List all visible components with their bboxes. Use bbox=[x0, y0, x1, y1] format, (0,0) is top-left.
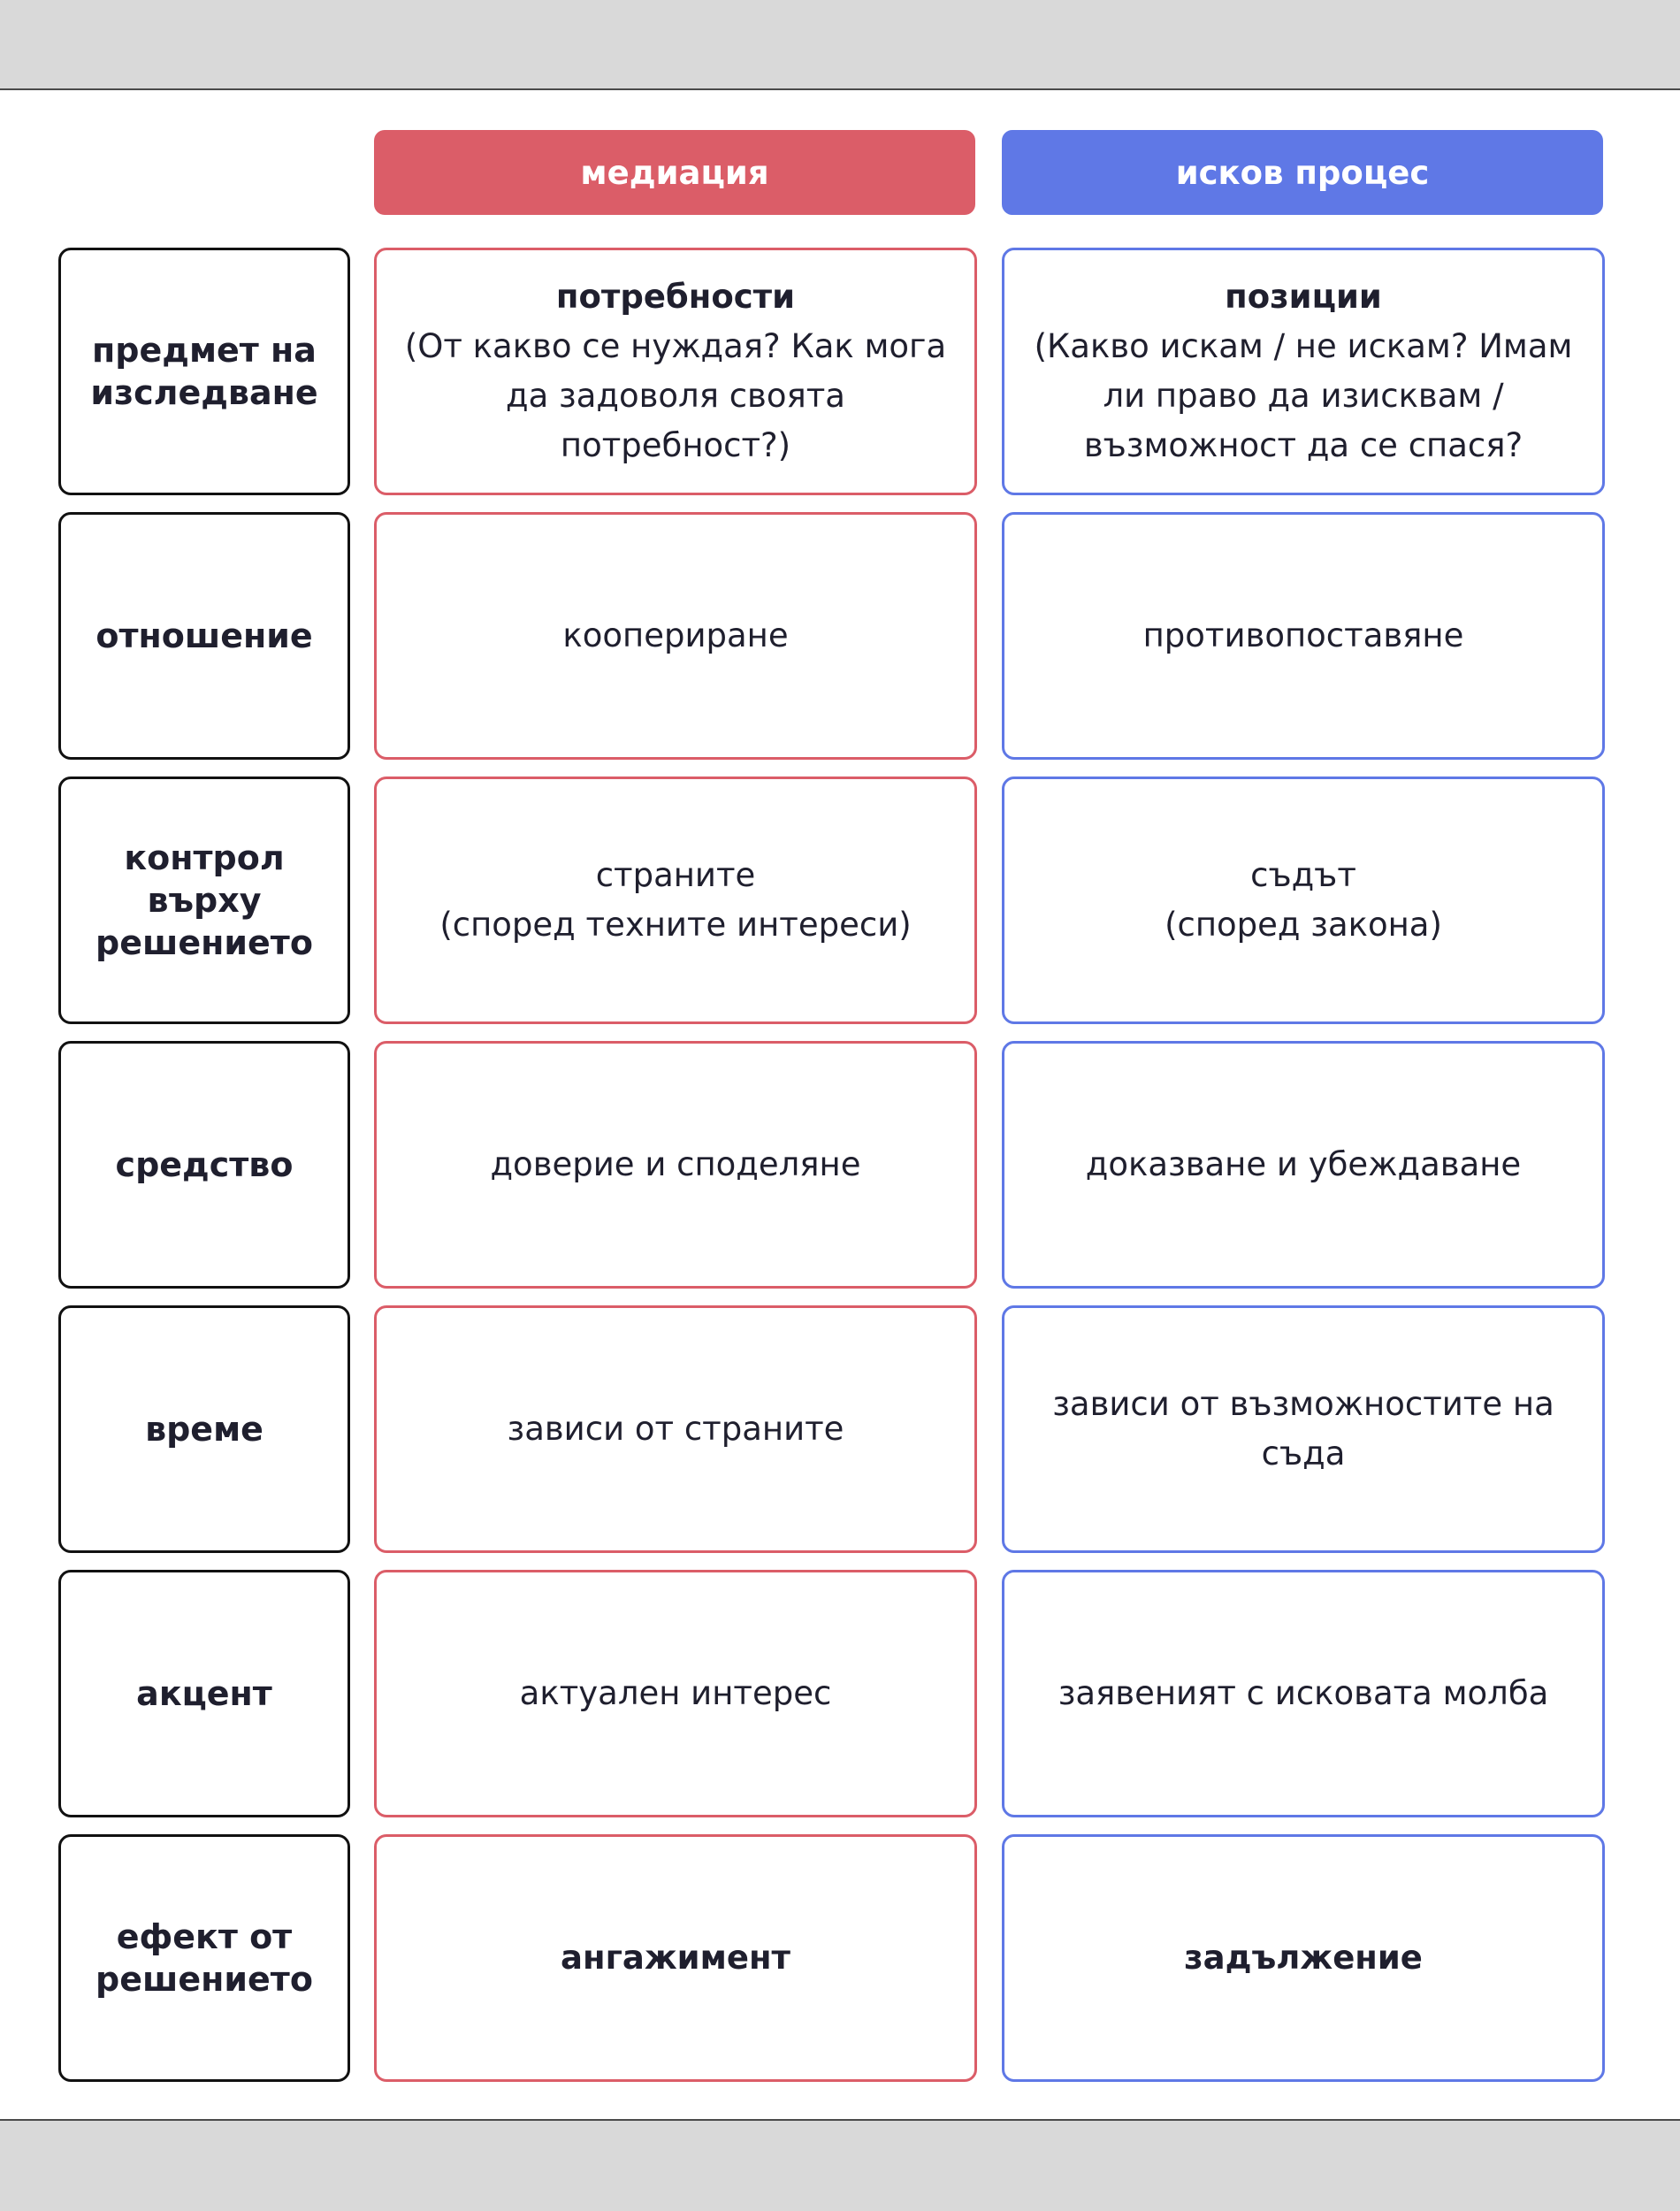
mediation-cell bbox=[374, 1305, 977, 1553]
row-label: ефект от решението bbox=[58, 1834, 350, 2082]
mediation-cell bbox=[374, 248, 977, 495]
row-subject bbox=[0, 248, 1680, 495]
mediation-cell bbox=[374, 512, 977, 760]
row-label: контрол върху решението bbox=[58, 777, 350, 1024]
cell-text: зависи от възможностите на съда bbox=[1052, 1385, 1554, 1473]
row-label: време bbox=[58, 1305, 350, 1553]
lawsuit-cell bbox=[1002, 248, 1605, 495]
mediation-cell bbox=[374, 1041, 977, 1289]
lawsuit-cell bbox=[1002, 1834, 1605, 2082]
cell-title: позиции bbox=[1225, 278, 1382, 316]
lawsuit-cell bbox=[1002, 1570, 1605, 1817]
cell-text: актуален интерес bbox=[519, 1674, 832, 1712]
row-relationship bbox=[0, 512, 1680, 760]
cell-text: (От какво се нуждая? Как мога да задоволя своята потребност?) bbox=[404, 327, 947, 464]
cell-text: задължение bbox=[1184, 1939, 1423, 1977]
comparison-page bbox=[0, 88, 1680, 2121]
mediation-cell bbox=[374, 1834, 977, 2082]
row-control bbox=[0, 777, 1680, 1024]
row-time bbox=[0, 1305, 1680, 1553]
header-mediation: медиация bbox=[374, 130, 975, 215]
lawsuit-cell bbox=[1002, 1305, 1605, 1553]
mediation-cell bbox=[374, 1570, 977, 1817]
row-means bbox=[0, 1041, 1680, 1289]
row-label: предмет на изследване bbox=[58, 248, 350, 495]
lawsuit-cell bbox=[1002, 777, 1605, 1024]
row-label: акцент bbox=[58, 1570, 350, 1817]
cell-text: заявеният с исковата молба bbox=[1058, 1674, 1549, 1712]
cell-text: ангажимент bbox=[561, 1939, 790, 1977]
lawsuit-cell bbox=[1002, 1041, 1605, 1289]
header-lawsuit: исков процес bbox=[1002, 130, 1603, 215]
row-effect bbox=[0, 1834, 1680, 2082]
cell-text: доверие и споделяне bbox=[490, 1145, 861, 1183]
cell-text: доказване и убеждаване bbox=[1085, 1145, 1522, 1183]
cell-text: зависи от страните bbox=[507, 1410, 844, 1448]
cell-text: (според техните интереси) bbox=[439, 906, 912, 944]
cell-text: съдът bbox=[1250, 856, 1356, 894]
row-label: средство bbox=[58, 1041, 350, 1289]
row-focus bbox=[0, 1570, 1680, 1817]
mediation-cell bbox=[374, 777, 977, 1024]
cell-title: потребности bbox=[555, 278, 796, 316]
row-label: отношение bbox=[58, 512, 350, 760]
cell-text: противопоставяне bbox=[1142, 616, 1464, 654]
cell-text: коопериране bbox=[562, 616, 789, 654]
cell-text: (според закона) bbox=[1165, 906, 1442, 944]
cell-text: страните bbox=[595, 856, 756, 894]
cell-text: (Какво искам / не искам? Имам ли право да изисквам / възможност да се спася? bbox=[1034, 327, 1573, 464]
lawsuit-cell bbox=[1002, 512, 1605, 760]
